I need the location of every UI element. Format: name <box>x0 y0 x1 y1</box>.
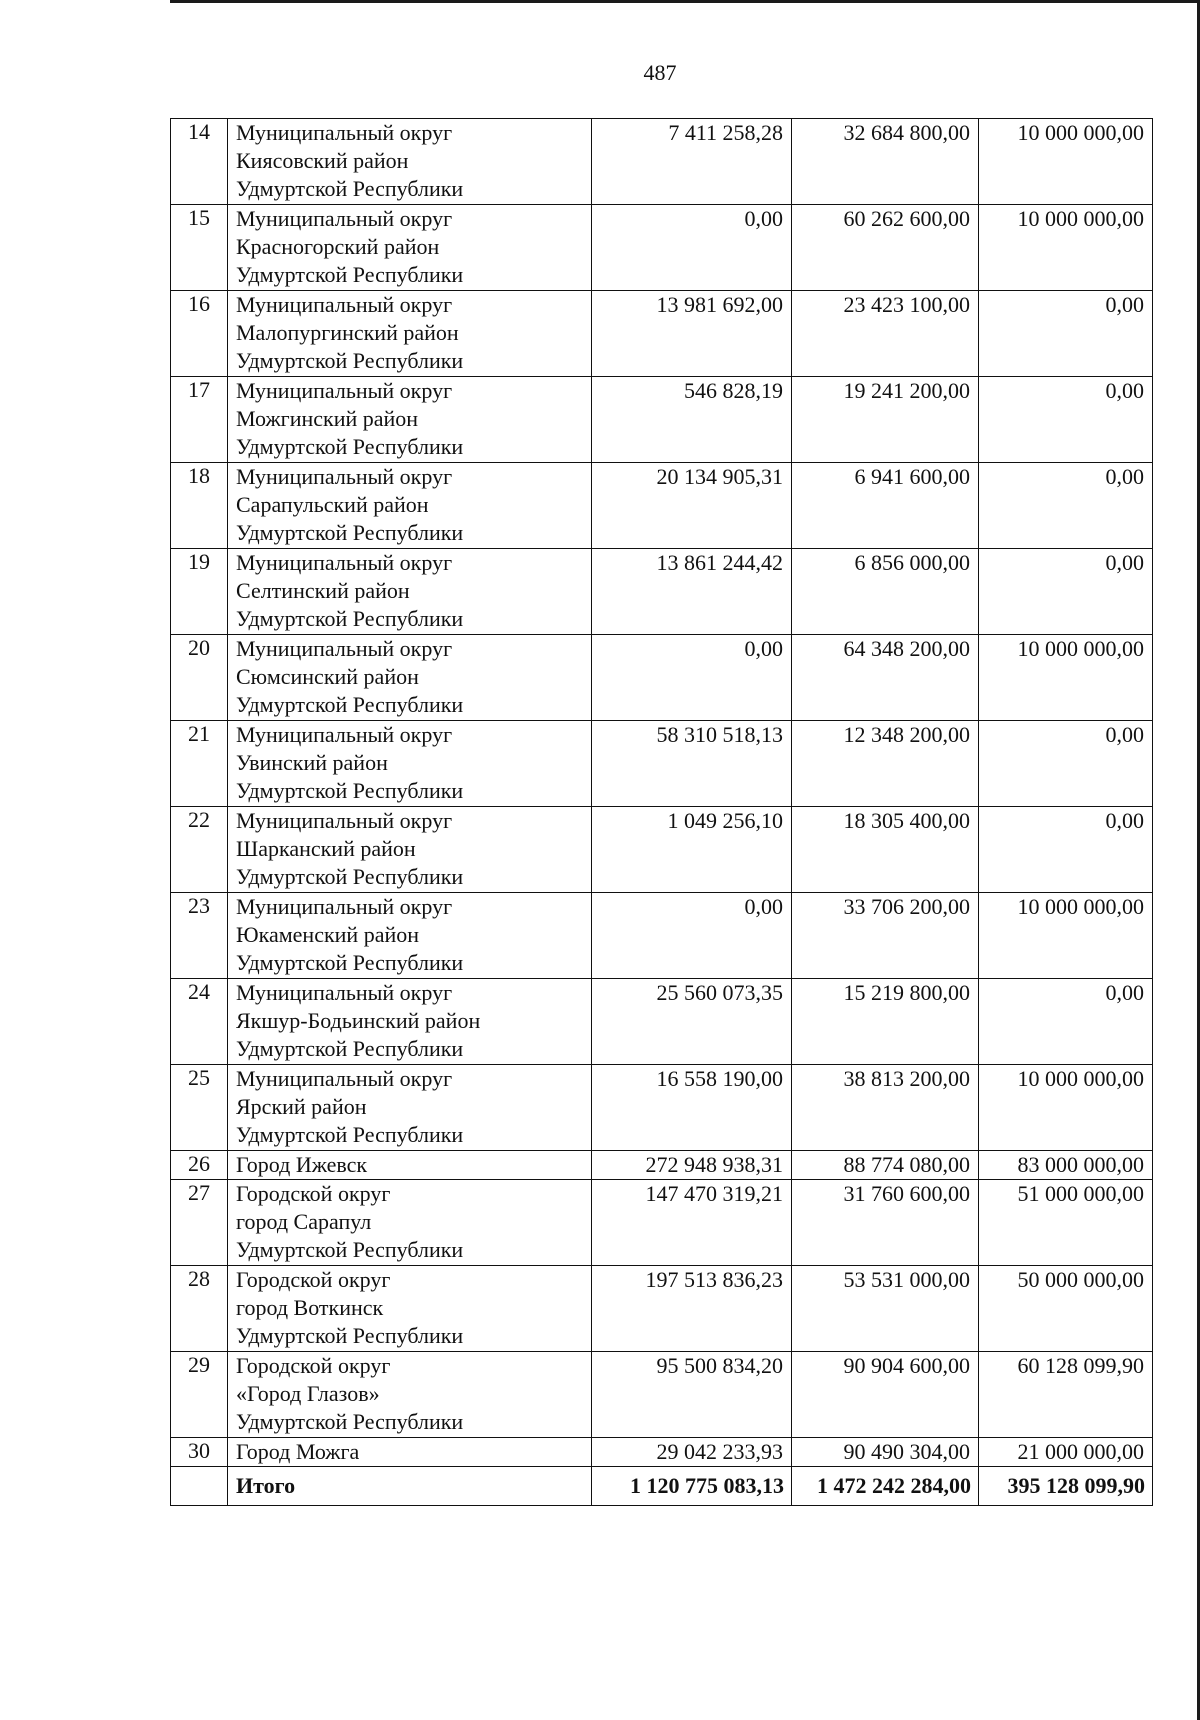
total-row <box>171 1467 1153 1506</box>
municipality-name-line: Муниципальный округ <box>236 464 453 489</box>
amount-col-3: 10 000 000,00 <box>979 1065 1153 1151</box>
page-number: 487 <box>643 60 677 85</box>
municipality-name-line: Город Ижевск <box>236 1152 368 1177</box>
amount-col-2: 32 684 800,00 <box>792 119 979 205</box>
amount-col-3: 10 000 000,00 <box>979 205 1153 291</box>
row-number: 15 <box>171 205 228 291</box>
table-row <box>171 807 1153 893</box>
row-number: 25 <box>171 1065 228 1151</box>
amount-col-2: 53 531 000,00 <box>792 1266 979 1352</box>
amount-col-1: 16 558 190,00 <box>592 1065 792 1151</box>
municipality-name-line: Удмуртской Республики <box>236 348 464 373</box>
municipality-name <box>228 377 592 463</box>
row-number: 22 <box>171 807 228 893</box>
amount-col-3: 10 000 000,00 <box>979 635 1153 721</box>
scan-edge-top <box>170 0 1200 3</box>
municipality-name <box>228 1065 592 1151</box>
amount-col-1: 272 948 938,31 <box>592 1151 792 1180</box>
amount-col-2: 88 774 080,00 <box>792 1151 979 1180</box>
table-row <box>171 1065 1153 1151</box>
municipality-name <box>228 205 592 291</box>
row-number: 17 <box>171 377 228 463</box>
municipality-name <box>228 635 592 721</box>
table-row <box>171 721 1153 807</box>
municipality-name-line: Муниципальный округ <box>236 292 453 317</box>
municipality-name-line: Муниципальный округ <box>236 550 453 575</box>
municipality-name-line: Удмуртской Республики <box>236 1237 464 1262</box>
table-row <box>171 119 1153 205</box>
total-amount-col-2: 1 472 242 284,00 <box>792 1467 979 1506</box>
amount-col-3: 0,00 <box>979 807 1153 893</box>
municipality-name-line: Можгинский район <box>236 406 419 431</box>
amount-col-2: 19 241 200,00 <box>792 377 979 463</box>
table-row <box>171 893 1153 979</box>
municipality-name-line: Муниципальный округ <box>236 980 453 1005</box>
amount-col-1: 25 560 073,35 <box>592 979 792 1065</box>
amount-col-3: 60 128 099,90 <box>979 1352 1153 1438</box>
municipality-name-line: Удмуртской Республики <box>236 778 464 803</box>
table-row <box>171 1151 1153 1180</box>
municipality-name <box>228 549 592 635</box>
municipality-name-line: Удмуртской Республики <box>236 520 464 545</box>
amount-col-1: 197 513 836,23 <box>592 1266 792 1352</box>
table-row <box>171 1438 1153 1467</box>
municipality-name-line: город Сарапул <box>236 1209 372 1234</box>
row-number: 27 <box>171 1180 228 1266</box>
municipality-name-line: Удмуртской Республики <box>236 606 464 631</box>
municipality-name-line: Красногорский район <box>236 234 440 259</box>
municipality-name <box>228 1151 592 1180</box>
row-number: 29 <box>171 1352 228 1438</box>
amount-col-3: 50 000 000,00 <box>979 1266 1153 1352</box>
total-amount-col-3: 395 128 099,90 <box>979 1467 1153 1506</box>
municipality-name-line: Муниципальный округ <box>236 722 453 747</box>
amount-col-1: 13 861 244,42 <box>592 549 792 635</box>
amount-col-2: 90 490 304,00 <box>792 1438 979 1467</box>
budget-table <box>170 118 1153 1506</box>
amount-col-1: 546 828,19 <box>592 377 792 463</box>
municipality-name-line: Якшур-Бодьинский район <box>236 1008 481 1033</box>
municipality-name-line: Удмуртской Республики <box>236 1409 464 1434</box>
municipality-name-line: Малопургинский район <box>236 320 459 345</box>
row-number: 19 <box>171 549 228 635</box>
municipality-name-line: Муниципальный округ <box>236 206 453 231</box>
municipality-name-line: Удмуртской Республики <box>236 1122 464 1147</box>
municipality-name-line: Удмуртской Республики <box>236 864 464 889</box>
municipality-name-line: Удмуртской Республики <box>236 692 464 717</box>
table-row <box>171 463 1153 549</box>
row-number: 16 <box>171 291 228 377</box>
municipality-name-line: Удмуртской Республики <box>236 176 464 201</box>
amount-col-3: 0,00 <box>979 463 1153 549</box>
amount-col-2: 90 904 600,00 <box>792 1352 979 1438</box>
amount-col-3: 83 000 000,00 <box>979 1151 1153 1180</box>
amount-col-1: 7 411 258,28 <box>592 119 792 205</box>
amount-col-2: 18 305 400,00 <box>792 807 979 893</box>
amount-col-1: 147 470 319,21 <box>592 1180 792 1266</box>
amount-col-1: 0,00 <box>592 893 792 979</box>
municipality-name-line: Сюмсинский район <box>236 664 419 689</box>
row-number: 30 <box>171 1438 228 1467</box>
municipality-name-line: Ярский район <box>236 1094 367 1119</box>
municipality-name <box>228 463 592 549</box>
row-number: 21 <box>171 721 228 807</box>
amount-col-2: 6 941 600,00 <box>792 463 979 549</box>
municipality-name <box>228 291 592 377</box>
amount-col-2: 33 706 200,00 <box>792 893 979 979</box>
municipality-name-line: Удмуртской Республики <box>236 1323 464 1348</box>
amount-col-1: 58 310 518,13 <box>592 721 792 807</box>
municipality-name-line: Муниципальный округ <box>236 1066 453 1091</box>
amount-col-1: 20 134 905,31 <box>592 463 792 549</box>
total-number-cell <box>171 1467 228 1506</box>
row-number: 24 <box>171 979 228 1065</box>
table-body <box>171 119 1153 1506</box>
municipality-name-line: Увинский район <box>236 750 388 775</box>
amount-col-3: 0,00 <box>979 549 1153 635</box>
table-row <box>171 205 1153 291</box>
municipality-name-line: Город Можга <box>236 1439 360 1464</box>
municipality-name-line: Удмуртской Республики <box>236 434 464 459</box>
amount-col-2: 6 856 000,00 <box>792 549 979 635</box>
municipality-name-line: Удмуртской Республики <box>236 1036 464 1061</box>
total-amount-col-1: 1 120 775 083,13 <box>592 1467 792 1506</box>
amount-col-1: 95 500 834,20 <box>592 1352 792 1438</box>
table-row <box>171 291 1153 377</box>
row-number: 23 <box>171 893 228 979</box>
amount-col-2: 31 760 600,00 <box>792 1180 979 1266</box>
amount-col-3: 10 000 000,00 <box>979 119 1153 205</box>
municipality-name-line: Городской округ <box>236 1181 391 1206</box>
municipality-name <box>228 979 592 1065</box>
amount-col-2: 15 219 800,00 <box>792 979 979 1065</box>
municipality-name-line: Муниципальный округ <box>236 120 453 145</box>
municipality-name <box>228 1438 592 1467</box>
municipality-name <box>228 893 592 979</box>
amount-col-1: 13 981 692,00 <box>592 291 792 377</box>
table-row <box>171 1352 1153 1438</box>
municipality-name <box>228 1266 592 1352</box>
municipality-name-line: город Воткинск <box>236 1295 384 1320</box>
municipality-name-line: Сарапульский район <box>236 492 429 517</box>
table-row <box>171 549 1153 635</box>
amount-col-2: 38 813 200,00 <box>792 1065 979 1151</box>
municipality-name <box>228 1352 592 1438</box>
municipality-name-line: Городской округ <box>236 1267 391 1292</box>
table-row <box>171 377 1153 463</box>
amount-col-3: 0,00 <box>979 979 1153 1065</box>
amount-col-3: 0,00 <box>979 291 1153 377</box>
municipality-name-line: Муниципальный округ <box>236 808 453 833</box>
municipality-name-line: Киясовский район <box>236 148 409 173</box>
amount-col-1: 0,00 <box>592 635 792 721</box>
table-row <box>171 979 1153 1065</box>
amount-col-1: 1 049 256,10 <box>592 807 792 893</box>
municipality-name <box>228 807 592 893</box>
municipality-name-line: Селтинский район <box>236 578 410 603</box>
amount-col-1: 29 042 233,93 <box>592 1438 792 1467</box>
row-number: 18 <box>171 463 228 549</box>
amount-col-3: 21 000 000,00 <box>979 1438 1153 1467</box>
table-row <box>171 1266 1153 1352</box>
municipality-name-line: Муниципальный округ <box>236 636 453 661</box>
municipality-name-line: Муниципальный округ <box>236 378 453 403</box>
amount-col-3: 51 000 000,00 <box>979 1180 1153 1266</box>
amount-col-1: 0,00 <box>592 205 792 291</box>
table-row <box>171 1180 1153 1266</box>
municipality-name <box>228 119 592 205</box>
municipality-name-line: «Город Глазов» <box>236 1381 380 1406</box>
amount-col-3: 10 000 000,00 <box>979 893 1153 979</box>
amount-col-2: 60 262 600,00 <box>792 205 979 291</box>
municipality-name-line: Юкаменский район <box>236 922 420 947</box>
total-label: Итого <box>228 1467 592 1506</box>
municipality-name-line: Удмуртской Республики <box>236 262 464 287</box>
municipality-name-line: Городской округ <box>236 1353 391 1378</box>
municipality-name-line: Удмуртской Республики <box>236 950 464 975</box>
municipality-name-line: Муниципальный округ <box>236 894 453 919</box>
row-number: 20 <box>171 635 228 721</box>
row-number: 26 <box>171 1151 228 1180</box>
amount-col-2: 23 423 100,00 <box>792 291 979 377</box>
municipality-name <box>228 721 592 807</box>
municipality-name-line: Шарканский район <box>236 836 416 861</box>
municipality-name <box>228 1180 592 1266</box>
amount-col-3: 0,00 <box>979 721 1153 807</box>
row-number: 14 <box>171 119 228 205</box>
amount-col-2: 64 348 200,00 <box>792 635 979 721</box>
amount-col-2: 12 348 200,00 <box>792 721 979 807</box>
amount-col-3: 0,00 <box>979 377 1153 463</box>
table-row <box>171 635 1153 721</box>
row-number: 28 <box>171 1266 228 1352</box>
